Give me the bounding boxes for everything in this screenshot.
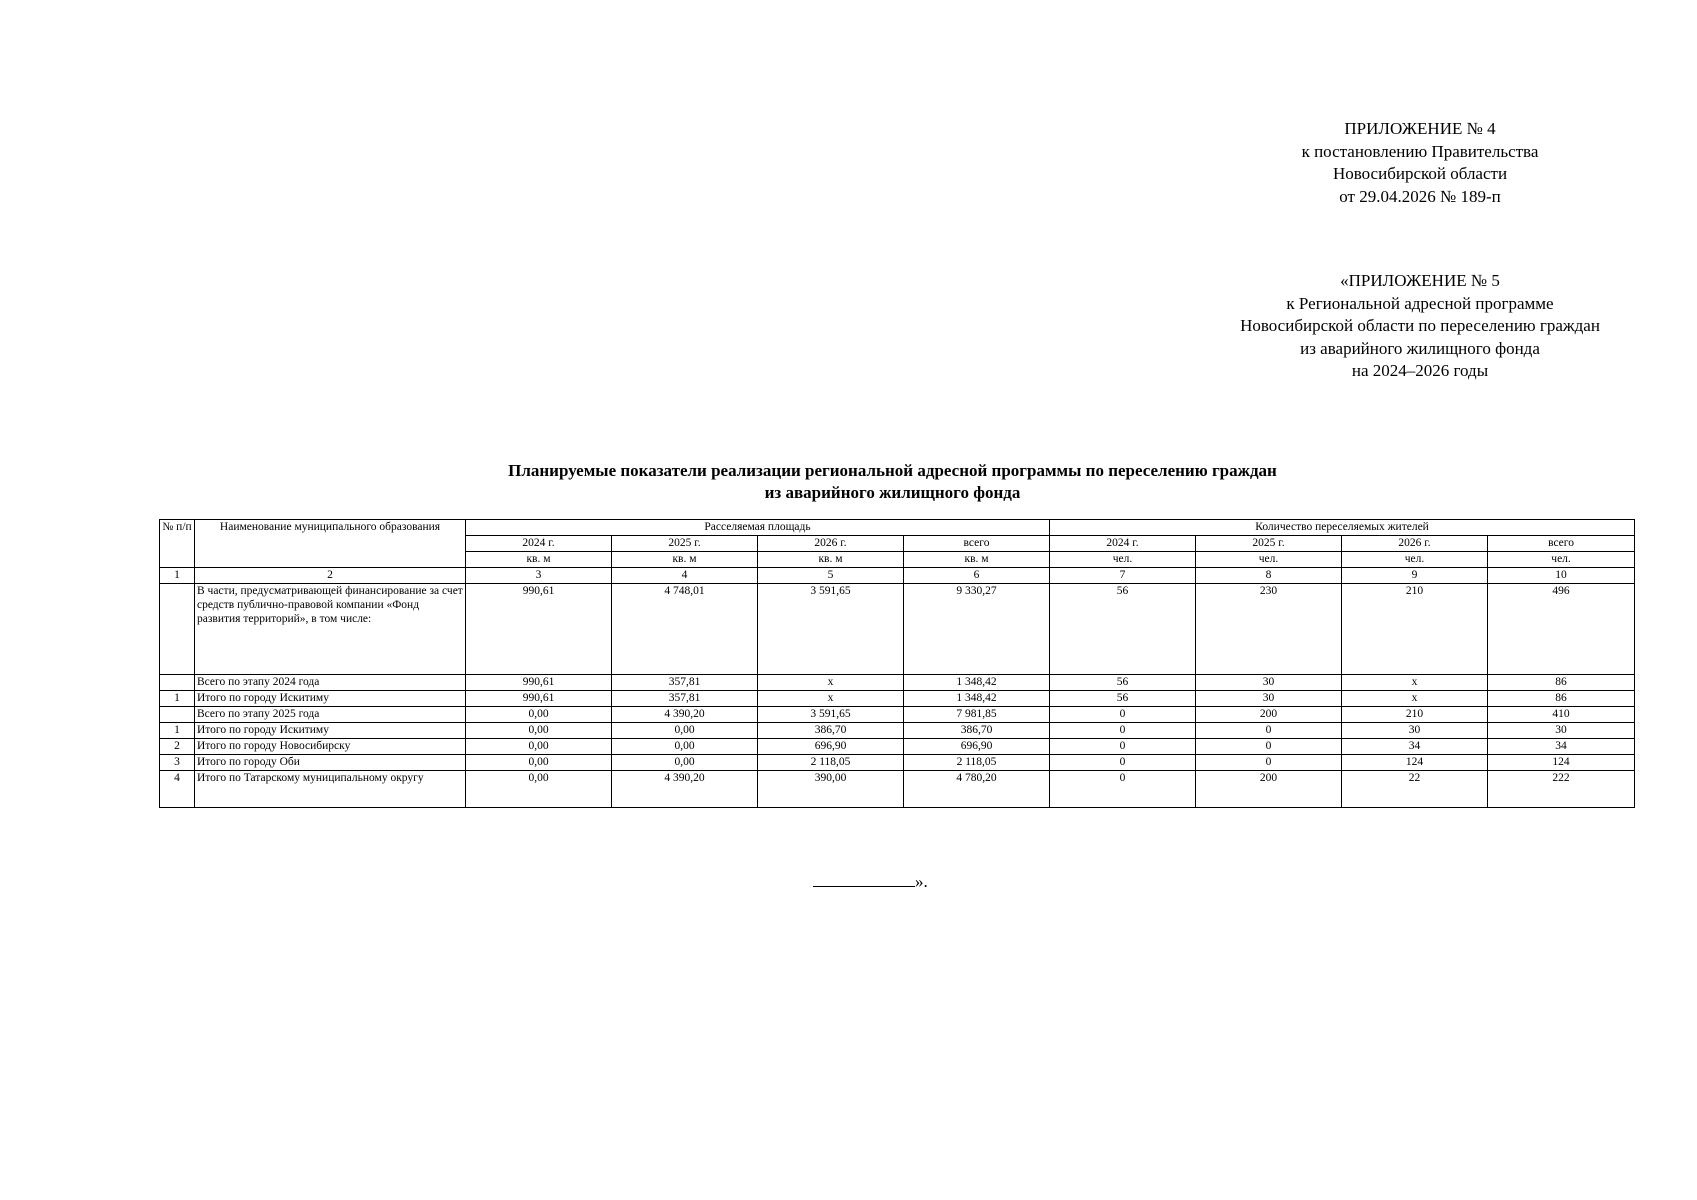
annex-4-line: Новосибирской области — [1332, 164, 1508, 183]
header-unit: чел. — [1342, 552, 1488, 568]
row-number: 2 — [160, 739, 195, 755]
header-unit: кв. м — [758, 552, 904, 568]
row-value: 357,81 — [612, 691, 758, 707]
header-unit: чел. — [1050, 552, 1196, 568]
row-value: 0 — [1196, 755, 1342, 771]
annex-5-line: Новосибирской области по переселению граждан — [1240, 316, 1600, 335]
row-value: 386,70 — [904, 723, 1050, 739]
column-number: 3 — [466, 568, 612, 584]
row-value: 56 — [1050, 584, 1196, 675]
header-unit: чел. — [1196, 552, 1342, 568]
row-value: 210 — [1342, 584, 1488, 675]
header-year: 2025 г. — [1196, 536, 1342, 552]
row-name: В части, предусматривающей финансирование за счет средств публично-правовой компании «Фонд развития территорий», в том числе: — [195, 584, 466, 675]
row-value: х — [1342, 691, 1488, 707]
row-value: х — [758, 675, 904, 691]
row-value: 3 591,65 — [758, 707, 904, 723]
header-year: всего — [1488, 536, 1635, 552]
table-row — [160, 739, 1635, 755]
row-value: 7 981,85 — [904, 707, 1050, 723]
header-num: № п/п — [160, 520, 195, 568]
annex-5-line: из аварийного жилищного фонда — [1300, 338, 1540, 358]
row-value: 386,70 — [758, 723, 904, 739]
annex-5-title: «ПРИЛОЖЕНИЕ № 5 — [1340, 271, 1500, 290]
row-value: 222 — [1488, 771, 1635, 808]
document-title — [0, 460, 1697, 504]
table-row — [160, 707, 1635, 723]
column-number: 7 — [1050, 568, 1196, 584]
row-value: 1 348,42 — [904, 675, 1050, 691]
row-value: 390,00 — [758, 771, 904, 808]
row-value: 0 — [1050, 755, 1196, 771]
header-year: 2024 г. — [466, 536, 612, 552]
document-title-line: Планируемые показатели реализации региональной адресной программы по переселению граждан — [508, 461, 1277, 480]
row-value: 696,90 — [758, 739, 904, 755]
row-value: 696,90 — [904, 739, 1050, 755]
table-row — [160, 771, 1635, 808]
row-value: 0,00 — [466, 755, 612, 771]
row-value: 200 — [1196, 771, 1342, 808]
row-value: 0 — [1196, 739, 1342, 755]
row-value: 990,61 — [466, 584, 612, 675]
row-value: 410 — [1488, 707, 1635, 723]
row-number: 1 — [160, 691, 195, 707]
row-value: 230 — [1196, 584, 1342, 675]
row-value: 0,00 — [466, 739, 612, 755]
row-value: 2 118,05 — [758, 755, 904, 771]
row-name: Всего по этапу 2025 года — [195, 707, 466, 723]
column-number: 10 — [1488, 568, 1635, 584]
row-value: 210 — [1342, 707, 1488, 723]
annex-4-title: ПРИЛОЖЕНИЕ № 4 — [1344, 119, 1496, 138]
row-value: 990,61 — [466, 675, 612, 691]
row-value: 0 — [1050, 771, 1196, 808]
row-value: х — [1342, 675, 1488, 691]
header-unit: чел. — [1488, 552, 1635, 568]
column-number: 1 — [160, 568, 195, 584]
column-number: 9 — [1342, 568, 1488, 584]
row-number: 1 — [160, 723, 195, 739]
column-number: 6 — [904, 568, 1050, 584]
row-value: 496 — [1488, 584, 1635, 675]
row-value: 22 — [1342, 771, 1488, 808]
row-value: 4 748,01 — [612, 584, 758, 675]
row-name: Итого по городу Искитиму — [195, 723, 466, 739]
row-value: 0,00 — [466, 707, 612, 723]
row-value: 4 390,20 — [612, 771, 758, 808]
row-value: 0,00 — [612, 723, 758, 739]
table-row — [160, 755, 1635, 771]
row-name: Всего по этапу 2024 года — [195, 675, 466, 691]
row-value: 56 — [1050, 675, 1196, 691]
column-number: 4 — [612, 568, 758, 584]
row-number: 4 — [160, 771, 195, 808]
row-value: 0,00 — [466, 771, 612, 808]
document-title-line: из аварийного жилищного фонда — [764, 483, 1021, 502]
annex-4-header — [1230, 118, 1610, 208]
column-number: 8 — [1196, 568, 1342, 584]
row-number — [160, 584, 195, 675]
annex-5-line: к Региональной адресной программе — [1286, 293, 1554, 313]
table-row — [160, 723, 1635, 739]
header-year: 2026 г. — [758, 536, 904, 552]
header-year: всего — [904, 536, 1050, 552]
column-number: 5 — [758, 568, 904, 584]
table-row — [160, 691, 1635, 707]
row-value: 30 — [1488, 723, 1635, 739]
row-value: 2 118,05 — [904, 755, 1050, 771]
table-column-numbers-row — [160, 568, 1635, 584]
header-name: Наименование муниципального образования — [195, 520, 466, 568]
row-name: Итого по городу Искитиму — [195, 691, 466, 707]
row-name: Итого по городу Новосибирску — [195, 739, 466, 755]
row-name: Итого по Татарскому муниципальному округу — [195, 771, 466, 808]
row-value: 30 — [1196, 691, 1342, 707]
row-value: 0,00 — [612, 739, 758, 755]
row-value: 0 — [1050, 723, 1196, 739]
row-value: 0,00 — [466, 723, 612, 739]
row-value: 34 — [1488, 739, 1635, 755]
row-value: 124 — [1488, 755, 1635, 771]
annex-4-line: к постановлению Правительства — [1301, 141, 1539, 161]
row-value: 4 390,20 — [612, 707, 758, 723]
row-value: 0 — [1050, 707, 1196, 723]
row-value: 56 — [1050, 691, 1196, 707]
header-year: 2024 г. — [1050, 536, 1196, 552]
row-value: 86 — [1488, 675, 1635, 691]
row-value: 30 — [1342, 723, 1488, 739]
header-unit: кв. м — [466, 552, 612, 568]
row-value: 200 — [1196, 707, 1342, 723]
annex-5-line: на 2024–2026 годы — [1351, 361, 1489, 380]
row-value: 0,00 — [612, 755, 758, 771]
row-value: 4 780,20 — [904, 771, 1050, 808]
header-unit: кв. м — [612, 552, 758, 568]
annex-5-header — [1190, 270, 1650, 383]
row-value: х — [758, 691, 904, 707]
indicators-table — [159, 519, 1635, 808]
row-value: 86 — [1488, 691, 1635, 707]
row-value: 30 — [1196, 675, 1342, 691]
row-number — [160, 707, 195, 723]
table-row — [160, 584, 1635, 675]
row-value: 0 — [1050, 739, 1196, 755]
header-unit: кв. м — [904, 552, 1050, 568]
annex-4-date: от 29.04.2026 № 189-п — [1339, 186, 1501, 206]
closing-mark — [813, 870, 928, 893]
header-year: 2025 г. — [612, 536, 758, 552]
table-row — [160, 675, 1635, 691]
row-value: 990,61 — [466, 691, 612, 707]
header-area-group: Расселяемая площадь — [466, 520, 1050, 536]
closing-quote: ». — [915, 872, 928, 891]
row-name: Итого по городу Оби — [195, 755, 466, 771]
header-year: 2026 г. — [1342, 536, 1488, 552]
row-value: 124 — [1342, 755, 1488, 771]
row-value: 3 591,65 — [758, 584, 904, 675]
table-header-row — [160, 520, 1635, 536]
row-value: 34 — [1342, 739, 1488, 755]
closing-underline — [813, 870, 915, 887]
header-people-group: Количество переселяемых жителей — [1050, 520, 1635, 536]
column-number: 2 — [195, 568, 466, 584]
row-number: 3 — [160, 755, 195, 771]
row-value: 0 — [1196, 723, 1342, 739]
row-value: 1 348,42 — [904, 691, 1050, 707]
row-number — [160, 675, 195, 691]
row-value: 9 330,27 — [904, 584, 1050, 675]
row-value: 357,81 — [612, 675, 758, 691]
